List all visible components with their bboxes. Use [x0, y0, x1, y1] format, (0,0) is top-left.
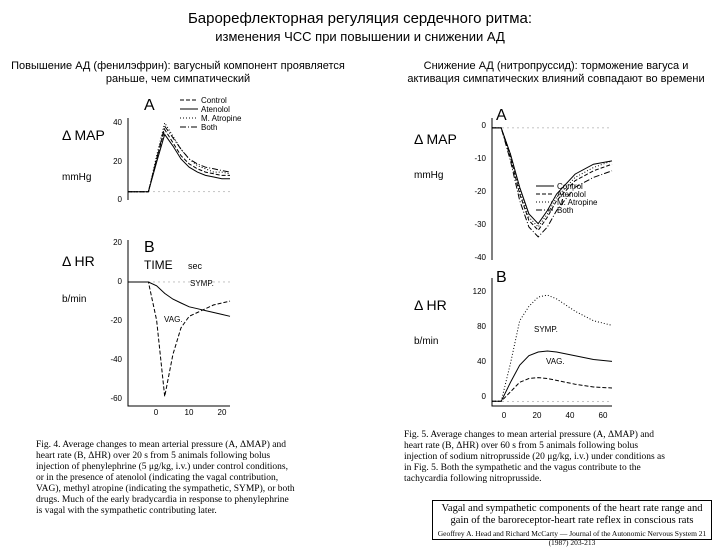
right-b-vag-label: VAG.: [546, 357, 565, 366]
left-b-unit: b/min: [62, 294, 87, 305]
left-b-vag-label: VAG.: [164, 315, 183, 324]
left-b-ytick: 20: [113, 238, 122, 247]
legend-entry: Control: [557, 182, 583, 191]
slide-subtitle: изменения ЧСС при повышении и снижении АД: [215, 29, 505, 44]
left-b-xtick: 0: [153, 408, 159, 417]
left-figure: [60, 88, 310, 428]
right-b-ytick: 120: [472, 287, 486, 296]
left-b-xtick: 10: [184, 408, 194, 417]
left-a-ylabel: Δ MAP: [62, 127, 105, 143]
left-b-symp-label: SYMP.: [190, 279, 214, 288]
right-caption: Снижение АД (нитропруссид): торможение вагуса и активация симпатических влияний совпадают во времени: [407, 60, 705, 85]
right-b-letter: B: [496, 269, 507, 286]
left-b-ytick: -40: [110, 355, 122, 364]
left-b-xtick: 20: [217, 408, 227, 417]
legend-entry: M. Atropine: [557, 198, 598, 207]
right-b-plot: [492, 278, 612, 406]
series-line-atenolol: [492, 128, 612, 230]
right-a-ytick: 0: [481, 121, 486, 130]
series-line-vag: [128, 282, 230, 397]
right-b-xtick: 40: [565, 411, 575, 420]
right-figure-caption: Fig. 5. Average changes to mean arterial pressure (A, ΔMAP) and heart rate (B, ΔHR) over 60 s from 5 animals following bolus injection of sodium nitroprusside (20 μg/kg, i.v.) under conditions as in Fig. 5. Both the sympathetic and the vagus contribute to the tachycardia following nitroprusside.: [404, 430, 665, 484]
right-b-ytick: 80: [477, 322, 486, 331]
right-b-ylabel: Δ HR: [414, 297, 447, 313]
series-line-atenolol: [128, 134, 230, 191]
right-a-ylabel: Δ MAP: [414, 131, 457, 147]
series-line-both: [128, 126, 230, 192]
right-b-ytick: 40: [477, 357, 486, 366]
left-a-letter: A: [144, 97, 155, 114]
right-b-symp-label: SYMP.: [534, 325, 558, 334]
left-a-unit: mmHg: [62, 172, 92, 183]
series-line-control: [128, 130, 230, 192]
legend-entry: Both: [557, 206, 574, 215]
slide-title: Барорефлекторная регуляция сердечного ритма:: [187, 10, 533, 27]
right-b-xtick: 0: [501, 411, 507, 420]
right-a-legend: [536, 182, 598, 215]
legend-entry: M. Atropine: [201, 114, 242, 123]
series-line-symp: [128, 282, 230, 316]
right-a-ytick: -10: [474, 154, 486, 163]
left-a-legend: [180, 96, 242, 132]
series-line-vag: [492, 378, 612, 402]
legend-entry: Control: [201, 96, 227, 105]
left-b-letter: B: [144, 239, 155, 256]
series-line-control: [492, 295, 612, 401]
series-line-m-atropine: [128, 123, 230, 192]
legend-entry: Atenolol: [201, 105, 230, 114]
right-a-ytick: -40: [474, 253, 486, 262]
legend-entry: Atenolol: [557, 190, 586, 199]
legend-entry: Both: [201, 123, 218, 132]
reference-title: Vagal and sympathetic components of the heart rate range and gain of the baroreceptor-heart rate reflex in conscious rats: [441, 503, 703, 526]
left-b-ylabel: Δ HR: [62, 253, 95, 269]
left-b-xunit: sec: [188, 261, 203, 271]
reference-authors: Geoffrey A. Head and Richard McCarty: [437, 529, 558, 538]
right-a-unit: mmHg: [414, 170, 444, 181]
left-a-ytick: 20: [113, 157, 122, 166]
right-b-ytick: 0: [481, 392, 486, 401]
left-b-ytick: -60: [110, 394, 122, 403]
left-caption: Повышение АД (фенилэфрин): вагусный компонент проявляется раньше, чем симпатический: [11, 60, 345, 85]
left-b-xlabel: TIME: [144, 258, 173, 272]
left-b-ytick: -20: [110, 316, 122, 325]
left-b-ytick: 0: [117, 277, 122, 286]
right-a-ytick: -30: [474, 220, 486, 229]
left-figure-caption: Fig. 4. Average changes to mean arterial pressure (A, ΔMAP) and heart rate (B, ΔHR) over 20 s from 5 animals following bolus injection of phenylephrine (5 μg/kg, i.v.) under control conditions, or in the presence of atenolol (indicating the vagal contribution, VAG), methyl atropine (indicating the sympathetic, SYMP), or both drugs. Much of the early bradycardia in response to phenylephrine is vagal with the sympathetic contributing later.: [36, 440, 295, 516]
right-figure: [412, 88, 652, 428]
left-a-ytick: 0: [117, 195, 122, 204]
right-a-ytick: -20: [474, 187, 486, 196]
series-line-both: [492, 128, 612, 237]
right-a-letter: A: [496, 107, 507, 124]
reference-journal: Journal of the Autonomic Nervous System 21 (1987) 203-213: [548, 529, 707, 547]
right-b-unit: b/min: [414, 336, 439, 347]
reference-box: Vagal and sympathetic components of the heart rate range and gain of the baroreceptor-heart rate reflex in conscious rats Geoffrey A. Head and Richard McCarty — Journal of the Autonomic Nervous System 21 (1987) 203-213: [432, 500, 712, 540]
right-b-xtick: 60: [598, 411, 608, 420]
left-a-ytick: 40: [113, 118, 122, 127]
right-b-xtick: 20: [532, 411, 542, 420]
right-a-plot: [492, 118, 612, 260]
